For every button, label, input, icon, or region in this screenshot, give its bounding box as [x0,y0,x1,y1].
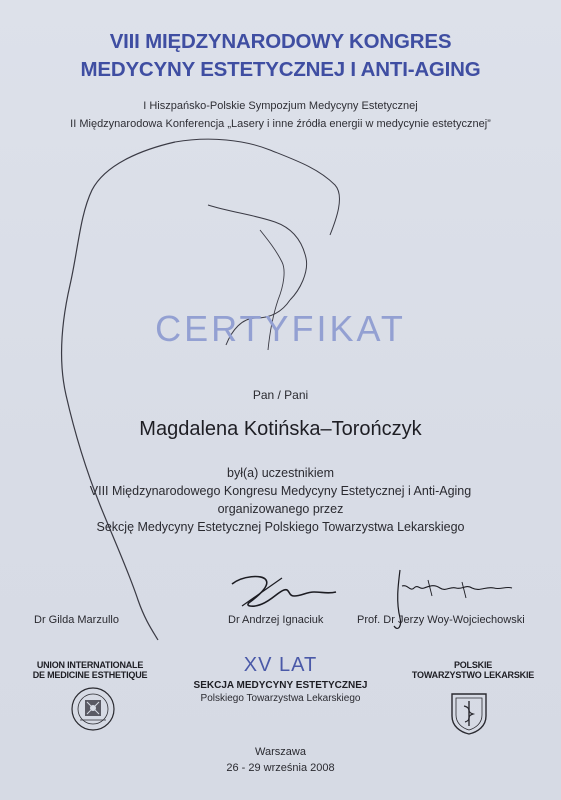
uime-name-line1: UNION INTERNATIONALE [36,660,144,670]
issue-date: 26 - 29 września 2008 [226,762,335,774]
issue-city: Warszawa [255,746,306,758]
conference-subtitle: II Międzynarodowa Konferencja „Lasery i inne źródła energii w medycynie estetycznej” [70,118,491,130]
uime-name-line2: DE MEDICINE ESTHETIQUE [32,670,148,680]
anniversary-heading: XV LAT [243,654,318,676]
organized-by-statement: organizowanego przez [217,502,344,516]
ptl-crest-icon [448,690,490,736]
signatory-woy-wojciechowski: Prof. Dr Jerzy Woy-Wojciechowski [357,614,525,626]
participation-statement: był(a) uczestnikiem [227,466,334,480]
salutation: Pan / Pani [252,388,309,402]
ptl-organization [404,660,542,680]
signatory-marzullo: Dr Gilda Marzullo [34,614,119,626]
recipient-name: Magdalena Kotińska–Torończyk [139,418,422,440]
ptl-name-line2: TOWARZYSTWO LEKARSKIE [411,670,535,680]
congress-title-line1: VIII MIĘDZYNARODOWY KONGRES [109,30,452,53]
symposium-subtitle: I Hiszpańsko-Polskie Sympozjum Medycyny Estetycznej [143,100,418,112]
signatory-ignaciuk: Dr Andrzej Ignaciuk [228,614,324,626]
congress-name-statement: VIII Międzynarodowego Kongresu Medycyny Estetycznej i Anti-Aging [89,484,472,498]
congress-title-line2: MEDYCYNY ESTETYCZNEJ I ANTI-AGING [80,58,481,81]
section-parent-name: Polskiego Towarzystwa Lekarskiego [200,693,361,704]
section-name: SEKCJA MEDYCYNY ESTETYCZNEJ [193,680,368,691]
organizer-statement: Sekcję Medycyny Estetycznej Polskiego Towarzystwa Lekarskiego [96,520,465,534]
ptl-name-line1: POLSKIE [453,660,493,670]
signature-ignaciuk [222,566,342,612]
certificate-heading: CERTYFIKAT [155,308,406,349]
